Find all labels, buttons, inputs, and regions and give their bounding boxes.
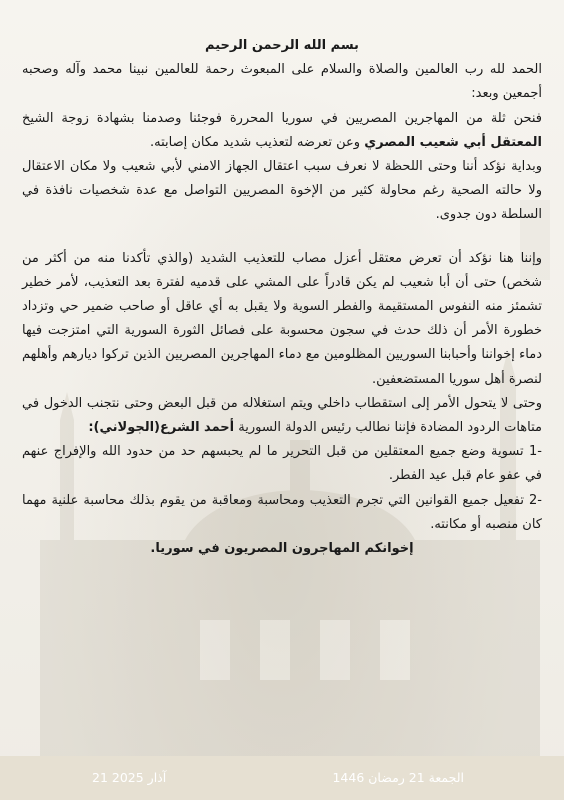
torture-condemnation-paragraph: وإننا هنا نؤكد أن تعرض معتقل أعزل مصاب للتعذيب الشديد (والذي تأكدنا منه من أكثر من شخص) حتى أن أبا شعيب لم يكن قادراً على المشي على قدميه لفترة بعد التعذيب، لأمر خطير تشمئز منه النفوس المستقيمة والفطر السوية ولا يقبل به أي عاقل أو صاحب ضمير حي وتزداد خطورة الأمر أن ذلك حدث في سجون محسوبة على فصائل الثورة السورية التي امتزجت فيها دماء إخواننا وأحبابنا السوريين المظلومين مع دماء المهاجرين المصريين الذين تركوا ديارهم وأهلهم لنصرة أهل سوريا المستضعفين. bbox=[22, 250, 542, 387]
opening-paragraph: الحمد لله رب العالمين والصلاة والسلام على المبعوث رحمة للعالمين نبينا محمد وآله وصحبه أجمعين وبعد: bbox=[22, 62, 542, 102]
signature-line: إخوانكم المهاجرون المصريون في سوريا. bbox=[150, 541, 414, 557]
detainee-name: المعتقل أبي شعيب المصري bbox=[364, 134, 542, 150]
demand-item-1: -1 تسوية وضع جميع المعتقلين من قبل التحرير ما لم يحبسهم حد من حدود الله والإفراج عنهم في عفو عام قبل عيد الفطر. bbox=[22, 444, 542, 484]
testimony-text-end: وعن تعرضه لتعذيب شديد مكان إصابته. bbox=[149, 134, 365, 150]
testimony-text-start: فنحن ثلة من المهاجرين المصريين في سوريا المحررة فوجئنا وصدمنا بشهادة زوجة الشيخ bbox=[22, 110, 542, 126]
statement-body bbox=[22, 34, 542, 561]
hijri-date: الجمعة 21 رمضان 1446 bbox=[332, 770, 464, 785]
demand-item-2: -2 تفعيل جميع القوانين التي تجرم التعذيب ومحاسبة ومعاقبة من يقوم بذلك محاسبة علنية مهما كان منصبه أو مكانته. bbox=[22, 492, 542, 532]
paragraph-spacer bbox=[22, 228, 542, 247]
gregorian-date: 21 آذار 2025 bbox=[92, 770, 167, 785]
date-footer bbox=[0, 756, 564, 800]
president-name: أحمد الشرع(الجولاني): bbox=[88, 420, 235, 436]
demand-intro-text: وحتى لا يتحول الأمر إلى استقطاب داخلي ويتم استغلاله من قبل البعض وحتى نتجنب الدخول في متاهات الردود المضادة فإننا نطالب رئيس الدولة السورية bbox=[22, 395, 542, 436]
basmala: بسم الله الرحمن الرحيم bbox=[205, 38, 359, 53]
unknown-reason-paragraph: وبداية نؤكد أننا وحتى اللحظة لا نعرف سبب اعتقال الجهاز الامني لأبي شعيب ولا مكان الاعتقال ولا حالته الصحية رغم محاولة كثير من الإخوة المصريين التواصل مع عدة شخصيات نافذة في السلطة دون جدوى. bbox=[22, 159, 542, 223]
demand-intro-paragraph bbox=[22, 392, 542, 440]
testimony-paragraph bbox=[22, 107, 542, 155]
